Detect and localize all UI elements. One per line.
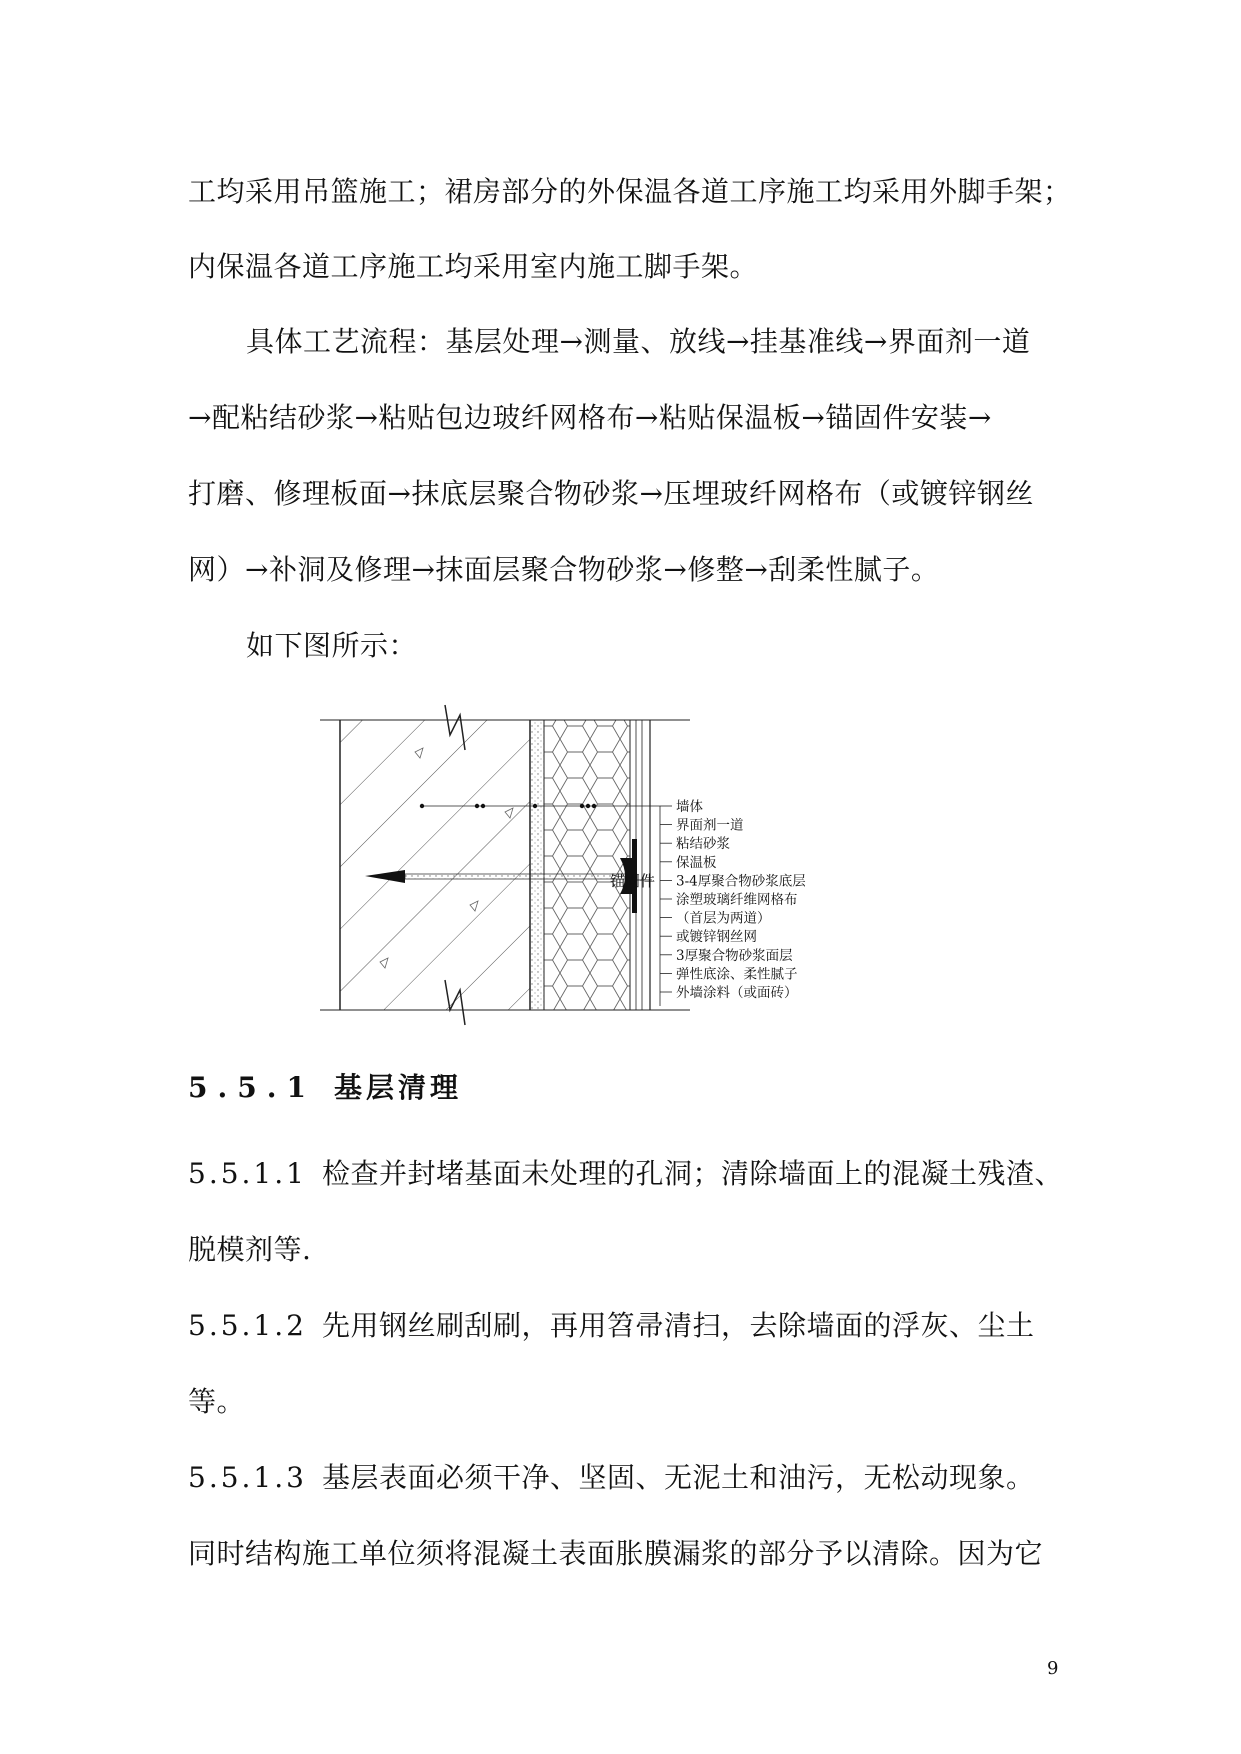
item-text: 基层表面必须干净、坚固、无泥土和油污，无松动现象。 [322, 1461, 1035, 1494]
item-text: 先用钢丝刷刮刷，再用笤帚清扫，去除墙面的浮灰、尘土 [322, 1309, 1035, 1342]
item-number: 5.5.1.3 [188, 1461, 307, 1494]
paragraph-line: 同时结构施工单位须将混凝土表面胀膜漏浆的部分予以清除。因为它 [188, 1537, 1044, 1570]
layer-label: 墙体 [676, 799, 703, 815]
list-item [188, 1304, 1035, 1344]
layer-label: 或镀锌钢丝网 [676, 929, 757, 946]
section-heading [188, 1066, 462, 1106]
layer-label: 3-4厚聚合物砂浆底层 [676, 873, 806, 890]
layer-labels [660, 798, 806, 1001]
item-number: 5.5.1.1 [188, 1157, 307, 1190]
page-number: 9 [1047, 1658, 1059, 1679]
paragraph-line: 打磨、修理板面→抹底层聚合物砂浆→压埋玻纤网格布（或镀锌钢丝 [188, 477, 1034, 510]
anchor-label: 锚固件 [610, 872, 656, 890]
layer-label: 保温板 [676, 854, 717, 871]
insulation-board [544, 720, 630, 1010]
wall-insulation-diagram [320, 700, 940, 1030]
section-title: 基层清理 [333, 1071, 462, 1104]
paragraph-line: →配粘结砂浆→粘贴包边玻纤网格布→粘贴保温板→锚固件安装→ [188, 401, 992, 434]
item-number: 5.5.1.2 [188, 1309, 307, 1342]
layer-label: 界面剂一道 [676, 817, 744, 834]
bonding-mortar-layer [530, 720, 544, 1010]
list-item [188, 1152, 1063, 1192]
layer-label: （首层为两道） [676, 910, 771, 927]
paragraph-line: 具体工艺流程：基层处理→测量、放线→挂基准线→界面剂一道 [246, 325, 1031, 358]
item-text: 检查并封堵基面未处理的孔洞；清除墙面上的混凝土残渣、 [322, 1157, 1064, 1190]
paragraph-line: 等。 [188, 1385, 246, 1418]
layer-label: 弹性底涂、柔性腻子 [676, 966, 798, 983]
section-number: 5.5.1 [188, 1071, 316, 1104]
layer-label: 粘结砂浆 [676, 836, 730, 853]
layer-label: 涂塑玻璃纤维网格布 [676, 892, 798, 908]
paragraph-line: 如下图所示： [246, 629, 418, 662]
paragraph-line: 网）→补洞及修理→抹面层聚合物砂浆→修整→刮柔性腻子。 [188, 553, 940, 586]
layer-label: 外墙涂料（或面砖） [676, 985, 798, 1001]
list-item [188, 1456, 1035, 1496]
paragraph-line: 脱模剂等. [188, 1233, 312, 1266]
paragraph-line: 工均采用吊篮施工；裙房部分的外保温各道工序施工均采用外脚手架； [188, 175, 1072, 208]
layer-label: 3厚聚合物砂浆面层 [676, 947, 793, 964]
finish-layers [636, 720, 650, 1010]
paragraph-line: 内保温各道工序施工均采用室内施工脚手架。 [188, 250, 759, 283]
